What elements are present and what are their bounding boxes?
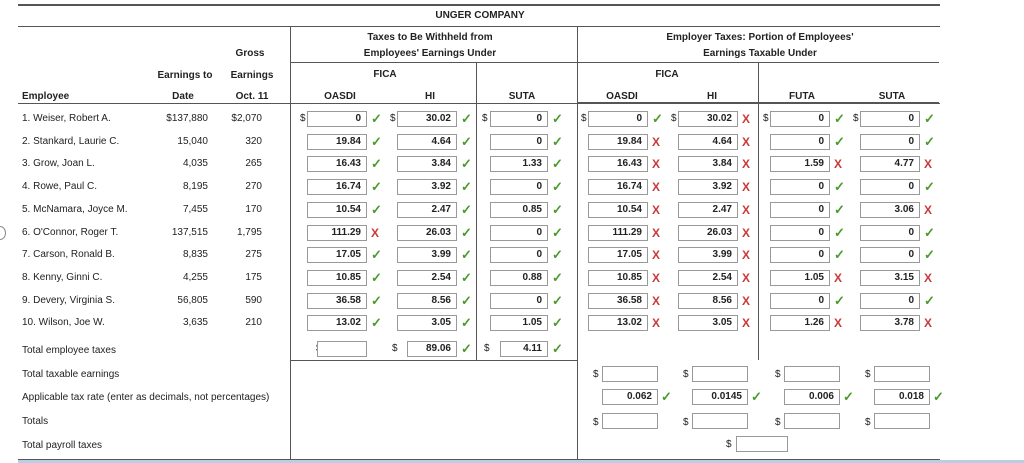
cross-icon: X [652,134,661,149]
e-suta-input[interactable]: 0 [860,293,920,309]
check-icon: ✓ [552,111,563,126]
check-icon: ✓ [371,133,382,149]
taxable-earnings-e-oasdi-input[interactable] [602,366,658,382]
dollar-sign: $ [683,417,689,428]
earnings-to-date: 7,455 [182,203,208,215]
w-oasdi-input[interactable]: 17.05 [307,247,367,263]
tax-rate-e-suta-input[interactable]: 0.018 [874,389,930,405]
w-suta-input[interactable]: 0 [490,247,548,263]
employee-name: 10. Wilson, Joe W. [22,317,105,329]
header-withheld-2: Employees' Earnings Under [363,48,497,59]
w-suta-input[interactable]: 0.85 [490,202,548,218]
e-oasdi-input[interactable]: 17.05 [588,247,648,263]
suta-divider-left [476,63,477,360]
gross-earnings: 1,795 [236,226,262,238]
header-earnings: Earnings [230,70,274,81]
e-oasdi-input[interactable]: 36.58 [588,293,648,309]
w-suta-input[interactable]: 1.33 [490,156,548,172]
w-oasdi-input[interactable]: 13.02 [307,315,367,331]
tax-rate-e-hi-input[interactable]: 0.0145 [692,389,748,405]
e-hi-input[interactable]: 26.03 [678,225,738,241]
check-icon: ✓ [924,224,935,240]
cross-icon: X [742,134,751,149]
label-total-taxable-earnings: Total taxable earnings [22,369,120,380]
employee-name: 1. Weiser, Robert A. [22,113,111,124]
check-icon: ✓ [552,292,563,308]
check-icon: ✓ [461,341,472,356]
w-hi-input[interactable]: 30.02 [397,111,457,127]
check-icon: ✓ [552,201,563,217]
check-icon: ✓ [461,224,472,240]
header-w-oasdi: OASDI [324,91,356,102]
label-totals: Totals [22,416,49,427]
w-hi-input[interactable]: 2.47 [397,202,457,218]
check-icon: ✓ [371,269,382,285]
w-oasdi-input[interactable]: 16.43 [307,156,367,172]
dollar-sign: $ [300,113,306,124]
e-hi-input[interactable]: 2.54 [678,270,738,286]
total-payroll-taxes-input[interactable] [736,436,788,452]
w-hi-input[interactable]: 26.03 [397,225,457,241]
e-hi-input[interactable]: 8.56 [678,293,738,309]
header-e-hi: HI [707,91,717,102]
w-hi-input[interactable]: 3.99 [397,247,457,263]
check-icon: ✓ [371,111,382,126]
dollar-sign: $ [726,439,732,450]
title-underline [18,26,940,27]
cross-icon: X [924,157,933,172]
check-icon: ✓ [834,201,845,217]
dollar-sign: $ [482,113,488,124]
e-hi-input[interactable]: 3.84 [678,156,738,172]
tax-rate-e-futa-input[interactable]: 0.006 [784,389,840,405]
check-icon: ✓ [751,389,762,404]
gross-earnings: 170 [245,203,262,215]
w-hi-input[interactable]: 3.84 [397,156,457,172]
check-icon: ✓ [461,247,472,263]
e-futa-input[interactable]: 0 [770,225,830,241]
e-hi-input[interactable]: 3.99 [678,247,738,263]
check-icon: ✓ [834,179,845,195]
dollar-sign: $ [392,343,398,354]
cross-icon: X [742,157,751,172]
w-oasdi-input[interactable]: 19.84 [307,134,367,150]
employee-name: 6. O'Connor, Roger T. [22,226,119,238]
w-suta-input[interactable]: 0 [490,111,548,127]
cross-icon: X [742,180,751,195]
check-icon: ✓ [371,156,382,172]
cross-icon: X [742,270,751,285]
totals-e-futa-input[interactable] [784,413,840,429]
dollar-sign: $ [775,369,781,380]
cross-icon: X [652,248,661,263]
cross-icon: X [742,316,751,331]
check-icon: ✓ [924,111,935,126]
e-oasdi-input[interactable]: 10.85 [588,270,648,286]
e-futa-input[interactable]: 0 [770,202,830,218]
e-oasdi-input[interactable]: 10.54 [588,202,648,218]
w-oasdi-input[interactable]: 111.29 [307,225,367,241]
e-oasdi-input[interactable]: 111.29 [588,225,648,241]
employee-name: 2. Stankard, Laurie C. [22,135,120,147]
earnings-to-date: 3,635 [182,317,208,329]
header-w-hi: HI [425,91,435,102]
e-hi-input[interactable]: 30.02 [678,111,738,127]
check-icon: ✓ [461,269,472,285]
cross-icon: X [924,270,933,285]
cross-icon: X [652,180,661,195]
check-icon: ✓ [552,315,563,331]
earnings-to-date: 4,255 [182,271,208,283]
check-icon: ✓ [924,292,935,308]
w-suta-input[interactable]: 0 [490,225,548,241]
check-icon: ✓ [371,292,382,308]
check-icon: ✓ [371,179,382,195]
header-employee: Employee [22,91,70,102]
e-suta-input[interactable]: 0 [860,225,920,241]
withheld-bottom [290,360,577,361]
employee-name: 8. Kenny, Ginni C. [22,271,103,283]
e-suta-input[interactable]: 0 [860,134,920,150]
earnings-to-date: 56,805 [177,294,208,306]
header-e-futa: FUTA [789,91,815,102]
cross-icon: X [652,202,661,217]
totals-e-hi-input[interactable] [692,413,748,429]
w-suta-input[interactable]: 0 [490,293,548,309]
e-futa-input[interactable]: 1.59 [770,156,830,172]
check-icon: ✓ [552,269,563,285]
cross-icon: X [652,157,661,172]
e-futa-input[interactable]: 0 [770,111,830,127]
e-futa-input[interactable]: 0 [770,134,830,150]
check-icon: ✓ [371,201,382,217]
dollar-sign: $ [683,369,689,380]
e-hi-input[interactable]: 2.47 [678,202,738,218]
check-icon: ✓ [924,133,935,149]
cross-icon: X [742,248,751,263]
gross-earnings: 275 [245,249,262,261]
header-e-suta: SUTA [878,91,906,102]
e-suta-input[interactable]: 3.78 [860,315,920,331]
gross-earnings: 175 [245,271,262,283]
cross-icon: X [924,202,933,217]
dollar-sign: $ [593,369,599,380]
w-oasdi-input[interactable]: 10.85 [307,270,367,286]
check-icon: ✓ [924,247,935,263]
e-suta-input[interactable]: 0 [860,179,920,195]
employee-name: 5. McNamara, Joyce M. [22,203,128,215]
w-oasdi-input[interactable]: 36.58 [307,293,367,309]
cross-icon: X [652,225,661,240]
header-gross: Gross [235,48,265,59]
earnings-to-date: 15,040 [177,135,208,147]
e-oasdi-input[interactable]: 0 [588,111,648,127]
check-icon: ✓ [834,111,845,126]
e-futa-input[interactable]: 1.26 [770,315,830,331]
e-suta-input[interactable]: 3.06 [860,202,920,218]
e-hi-input[interactable]: 4.64 [678,134,738,150]
e-oasdi-input[interactable]: 16.74 [588,179,648,195]
header-withheld-1: Taxes to Be Withheld from [367,32,493,43]
check-icon: ✓ [552,133,563,149]
earnings-to-date: 8,835 [182,249,208,261]
w-hi-input[interactable]: 3.92 [397,179,457,195]
w-suta-input[interactable]: 0.88 [490,270,548,286]
cross-icon: X [834,270,843,285]
check-icon: ✓ [924,179,935,195]
header-employer-2: Earnings Taxable Under [703,48,817,59]
e-oasdi-input[interactable]: 13.02 [588,315,648,331]
gross-earnings: 265 [245,158,262,170]
e-suta-input[interactable]: 3.15 [860,270,920,286]
w-hi-input[interactable]: 2.54 [397,270,457,286]
earnings-to-date: 8,195 [182,181,208,193]
cross-icon: X [834,316,843,331]
withheld-subline [290,62,577,63]
check-icon: ✓ [371,247,382,263]
e-suta-input[interactable]: 0 [860,111,920,127]
dollar-sign: $ [865,417,871,428]
label-total-employee-taxes: Total employee taxes [22,345,116,356]
check-icon: ✓ [834,224,845,240]
tax-rate-e-oasdi-input[interactable]: 0.062 [602,389,658,405]
edge-marker [0,226,6,240]
check-icon: ✓ [461,179,472,195]
cross-icon: X [652,316,661,331]
header-oct11: Oct. 11 [235,91,269,102]
header-earnings-to: Earnings to [157,70,213,81]
cross-icon: X [371,225,380,240]
top-border [18,4,940,6]
total-w-suta-input[interactable]: 4.11 [500,341,548,357]
check-icon: ✓ [461,315,472,331]
check-icon: ✓ [552,224,563,240]
cross-icon: X [742,293,751,308]
employee-name: 4. Rowe, Paul C. [22,181,98,193]
check-icon: ✓ [461,111,472,126]
gross-earnings: 590 [245,294,262,306]
w-hi-input[interactable]: 4.64 [397,134,457,150]
taxable-earnings-e-futa-input[interactable] [784,366,840,382]
check-icon: ✓ [552,341,563,356]
totals-e-oasdi-input[interactable] [602,413,658,429]
header-date: Date [172,91,194,102]
taxable-earnings-e-hi-input[interactable] [692,366,748,382]
futa-divider-left [758,63,759,360]
gross-earnings: $2,070 [231,113,262,124]
gross-earnings: 320 [245,135,262,147]
e-futa-input[interactable]: 0 [770,247,830,263]
employee-name: 7. Carson, Ronald B. [22,249,115,261]
e-oasdi-input[interactable]: 19.84 [588,134,648,150]
check-icon: ✓ [461,201,472,217]
total-w-oasdi-input[interactable] [317,341,367,357]
check-icon: ✓ [843,389,854,404]
dollar-sign: $ [593,417,599,428]
cross-icon: X [652,270,661,285]
label-total-payroll-taxes: Total payroll taxes [22,440,103,451]
dollar-sign: $ [853,113,859,124]
gross-earnings: 270 [245,181,262,193]
e-suta-input[interactable]: 4.77 [860,156,920,172]
col-divider-employer [577,27,578,460]
w-hi-input[interactable]: 8.56 [397,293,457,309]
employee-name: 3. Grow, Joan L. [22,158,95,170]
e-suta-input[interactable]: 0 [860,247,920,263]
check-icon: ✓ [552,179,563,195]
w-suta-input[interactable]: 0 [490,179,548,195]
total-w-hi-input[interactable]: 89.06 [407,341,457,357]
cross-icon: X [834,157,843,172]
dollar-sign: $ [775,417,781,428]
check-icon: ✓ [652,111,663,126]
earnings-to-date: 4,035 [182,158,208,170]
cross-icon: X [742,202,751,217]
check-icon: ✓ [834,133,845,149]
check-icon: ✓ [461,156,472,172]
dollar-sign: $ [671,113,677,124]
header-fica-withheld: FICA [373,69,397,80]
cross-icon: X [742,112,751,126]
earnings-to-date: $137,880 [166,113,208,124]
check-icon: ✓ [834,292,845,308]
header-w-suta: SUTA [508,91,536,102]
check-icon: ✓ [834,247,845,263]
e-oasdi-input[interactable]: 16.43 [588,156,648,172]
page-title: UNGER COMPANY [435,10,525,21]
label-tax-rate: Applicable tax rate (enter as decimals, not percentages) [22,392,270,403]
w-oasdi-input[interactable]: 16.74 [307,179,367,195]
w-hi-input[interactable]: 3.05 [397,315,457,331]
e-futa-input[interactable]: 0 [770,179,830,195]
check-icon: ✓ [552,156,563,172]
cross-icon: X [652,293,661,308]
w-suta-input[interactable]: 0 [490,134,548,150]
e-futa-input[interactable]: 0 [770,293,830,309]
cross-icon: X [742,225,751,240]
header-employer-1: Employer Taxes: Portion of Employees' [666,32,854,43]
w-suta-input[interactable]: 1.05 [490,315,548,331]
check-icon: ✓ [371,315,382,331]
taxable-earnings-e-suta-input[interactable] [874,366,930,382]
w-oasdi-input[interactable]: 0 [307,111,367,127]
e-futa-input[interactable]: 1.05 [770,270,830,286]
check-icon: ✓ [461,292,472,308]
dollar-sign: $ [390,113,396,124]
employee-name: 9. Devery, Virginia S. [22,294,116,306]
check-icon: ✓ [552,247,563,263]
w-oasdi-input[interactable]: 10.54 [307,202,367,218]
gross-earnings: 210 [245,317,262,329]
e-hi-input[interactable]: 3.92 [678,179,738,195]
header-e-oasdi: OASDI [606,91,638,102]
dollar-sign: $ [865,369,871,380]
check-icon: ✓ [933,389,944,404]
dollar-sign: $ [484,343,490,354]
dollar-sign: $ [763,113,769,124]
earnings-to-date: 137,515 [171,226,208,238]
check-icon: ✓ [461,133,472,149]
cross-icon: X [924,316,933,331]
header-fica-employer: FICA [655,69,679,80]
check-icon: ✓ [661,389,672,404]
e-hi-input[interactable]: 3.05 [678,315,738,331]
dollar-sign: $ [581,113,587,124]
totals-e-suta-input[interactable] [874,413,930,429]
